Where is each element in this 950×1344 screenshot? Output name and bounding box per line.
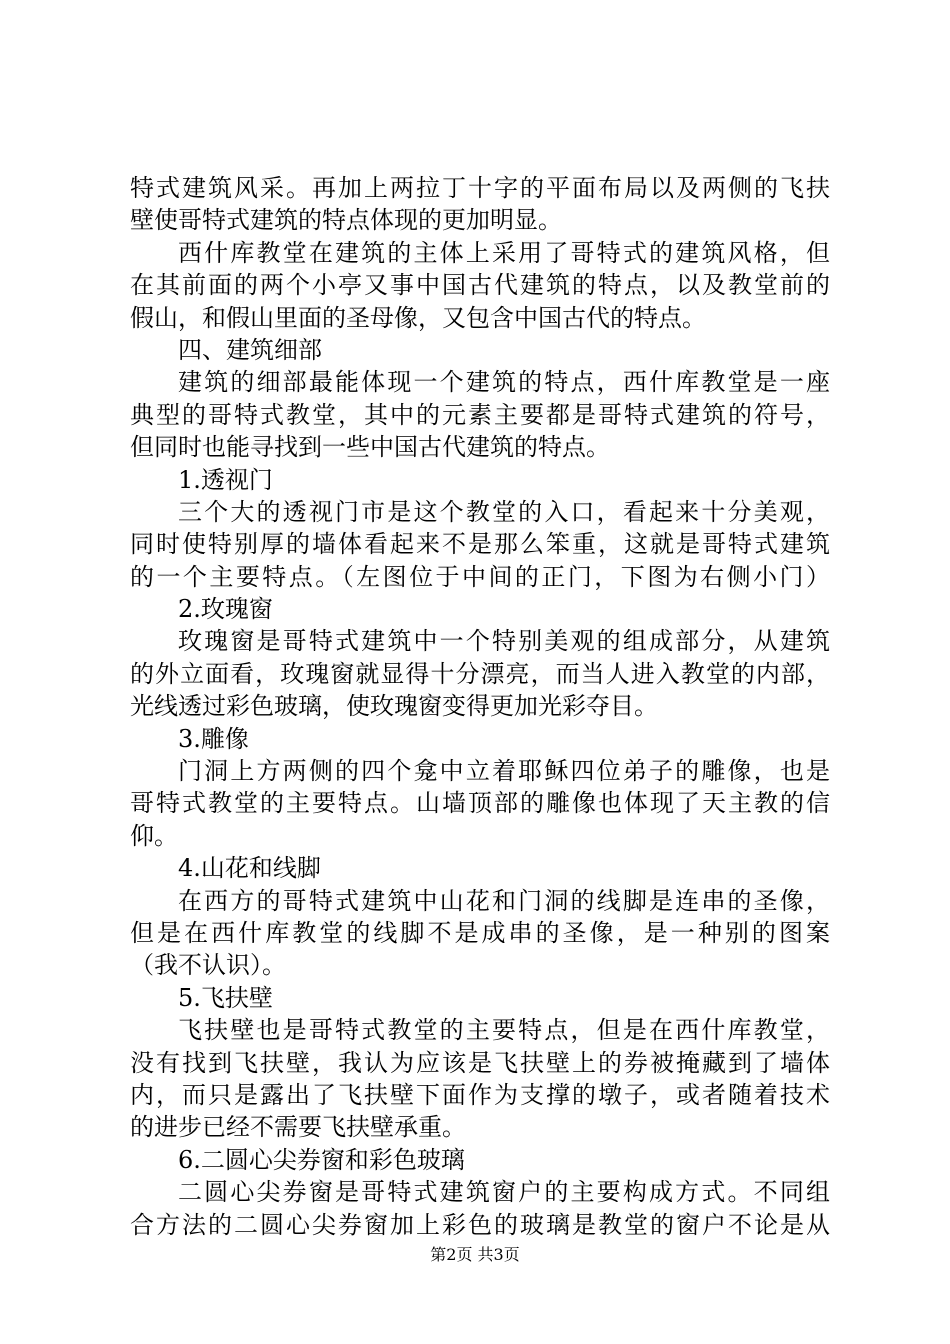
text-line: 2.玫瑰窗 bbox=[178, 595, 273, 624]
text-line: 合方法的二圆心尖券窗加上彩色的玻璃是教堂的窗户不论是从 bbox=[130, 1210, 830, 1239]
text-line: 假山，和假山里面的圣母像，又包含中国古代的特点。 bbox=[130, 303, 706, 332]
text-line: 的一个主要特点。（左图位于中间的正门，下图为右侧小门） bbox=[130, 562, 830, 591]
text-line: 的进步已经不需要飞扶壁承重。 bbox=[130, 1113, 466, 1142]
text-line: 建筑的细部最能体现一个建筑的特点，西什库教堂是一座 bbox=[178, 368, 830, 397]
text-line: 典型的哥特式教堂，其中的元素主要都是哥特式建筑的符号， bbox=[130, 400, 830, 429]
text-line: 5.飞扶壁 bbox=[178, 983, 273, 1012]
text-line: 四、建筑细部 bbox=[178, 335, 322, 364]
text-line: 但同时也能寻找到一些中国古代建筑的特点。 bbox=[130, 433, 610, 462]
text-line: 但是在西什库教堂的线脚不是成串的圣像，是一种别的图案 bbox=[130, 918, 830, 947]
text-line: 壁使哥特式建筑的特点体现的更加明显。 bbox=[130, 206, 562, 235]
text-line: （我不认识）。 bbox=[130, 951, 286, 980]
body-text bbox=[130, 172, 830, 1241]
text-line: 飞扶壁也是哥特式教堂的主要特点，但是在西什库教堂， bbox=[178, 1016, 830, 1045]
text-line: 二圆心尖券窗是哥特式建筑窗户的主要构成方式。不同组 bbox=[178, 1178, 830, 1207]
text-line: 内，而只是露出了飞扶壁下面作为支撑的墩子，或者随着技术 bbox=[130, 1080, 830, 1109]
text-line: 仰。 bbox=[130, 821, 178, 850]
text-line: 西什库教堂在建筑的主体上采用了哥特式的建筑风格，但 bbox=[178, 238, 830, 267]
text-line: 3.雕像 bbox=[178, 724, 249, 753]
text-line: 三个大的透视门市是这个教堂的入口，看起来十分美观， bbox=[178, 497, 830, 526]
text-line: 同时使特别厚的墙体看起来不是那么笨重，这就是哥特式建筑 bbox=[130, 530, 830, 559]
text-line: 在其前面的两个小亭又事中国古代建筑的特点，以及教堂前的 bbox=[130, 271, 830, 300]
text-line: 门洞上方两侧的四个龛中立着耶稣四位弟子的雕像，也是 bbox=[178, 757, 830, 786]
text-line: 特式建筑风采。再加上两拉丁十字的平面布局以及两侧的飞扶 bbox=[130, 174, 830, 202]
text-line: 在西方的哥特式建筑中山花和门洞的线脚是连串的圣像， bbox=[178, 886, 830, 915]
text-line: 玫瑰窗是哥特式建筑中一个特别美观的组成部分，从建筑 bbox=[178, 627, 830, 656]
text-line: 1.透视门 bbox=[178, 465, 273, 494]
text-line: 光线透过彩色玻璃，使玫瑰窗变得更加光彩夺目。 bbox=[130, 692, 658, 721]
text-line: 的外立面看，玫瑰窗就显得十分漂亮，而当人进入教堂的内部， bbox=[130, 659, 830, 688]
text-line: 6.二圆心尖券窗和彩色玻璃 bbox=[178, 1145, 465, 1174]
text-line: 4.山花和线脚 bbox=[178, 854, 321, 883]
text-line: 没有找到飞扶壁，我认为应该是飞扶壁上的券被掩藏到了墙体 bbox=[130, 1048, 830, 1077]
page-footer: 第2页 共3页 bbox=[430, 1245, 520, 1264]
text-line: 哥特式教堂的主要特点。山墙顶部的雕像也体现了天主教的信 bbox=[130, 789, 830, 818]
